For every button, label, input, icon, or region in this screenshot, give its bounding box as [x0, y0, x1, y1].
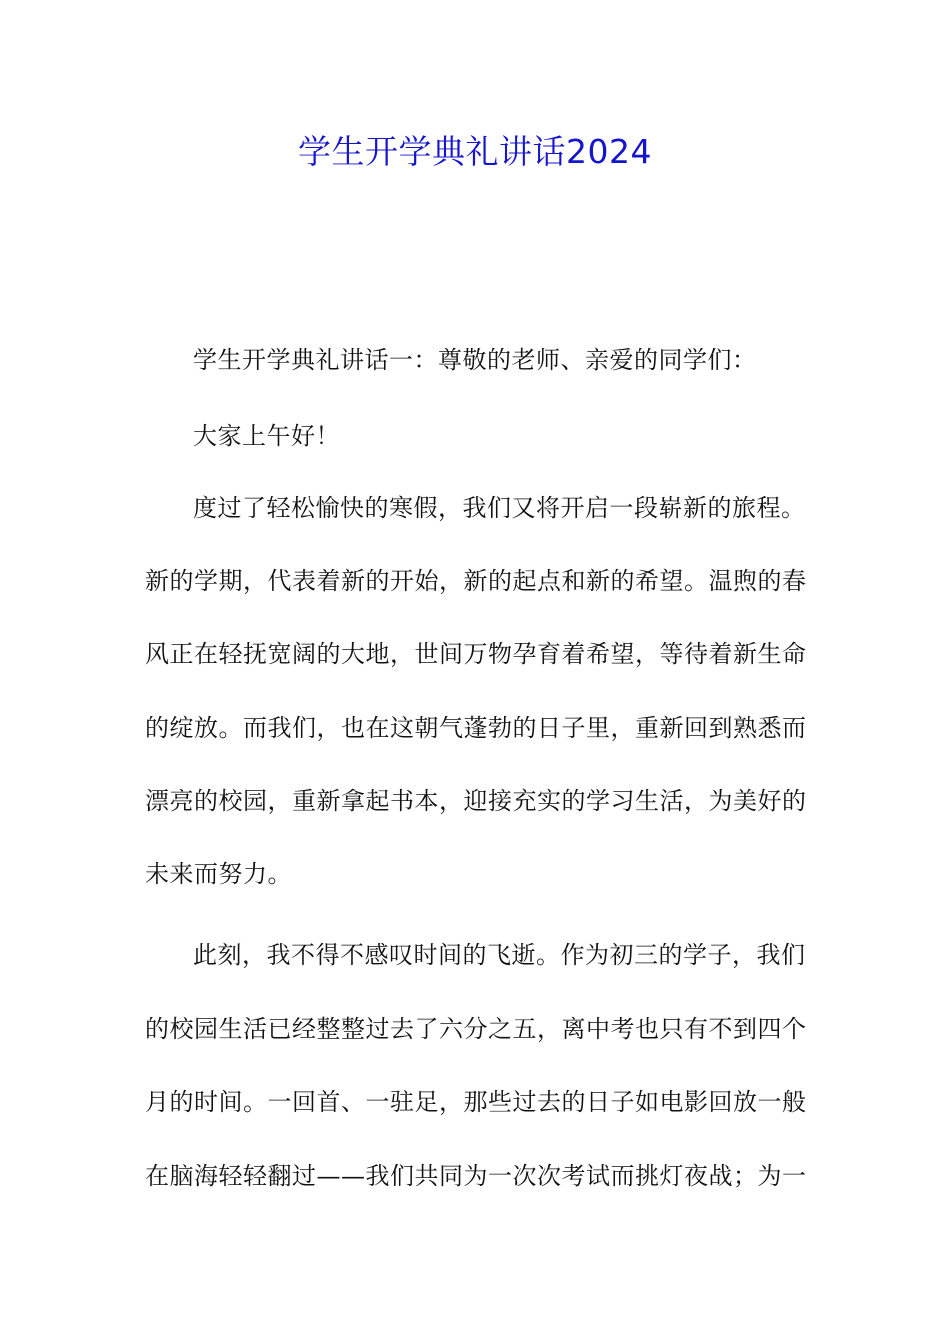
paragraph-line: 的绽放。而我们，也在这朝气蓬勃的日子里，重新回到熟悉而: [145, 714, 807, 742]
paragraph-line: 未来而努力。: [145, 860, 292, 888]
document-title: 学生开学典礼讲话2024: [298, 132, 652, 171]
paragraph-line: 新的学期，代表着新的开始，新的起点和新的希望。温煦的春: [145, 567, 807, 595]
paragraph-line: 的校园生活已经整整过去了六分之五，离中考也只有不到四个: [145, 1015, 807, 1043]
paragraph-line: 学生开学典礼讲话一：尊敬的老师、亲爱的同学们：: [193, 346, 757, 374]
paragraph-line: 漂亮的校园，重新拿起书本，迎接充实的学习生活，为美好的: [145, 787, 807, 815]
paragraph-line: 度过了轻松愉快的寒假，我们又将开启一段崭新的旅程。: [193, 494, 806, 522]
paragraph-line: 月的时间。一回首、一驻足，那些过去的日子如电影回放一般: [145, 1088, 807, 1116]
paragraph-line: 风正在轻抚宽阔的大地，世间万物孕育着希望，等待着新生命: [145, 640, 807, 668]
paragraph-line: 在脑海轻轻翻过——我们共同为一次次考试而挑灯夜战；为一: [145, 1162, 807, 1190]
paragraph-line: 此刻，我不得不感叹时间的飞逝。作为初三的学子，我们: [193, 941, 806, 969]
paragraph-line: 大家上午好！: [193, 422, 340, 450]
